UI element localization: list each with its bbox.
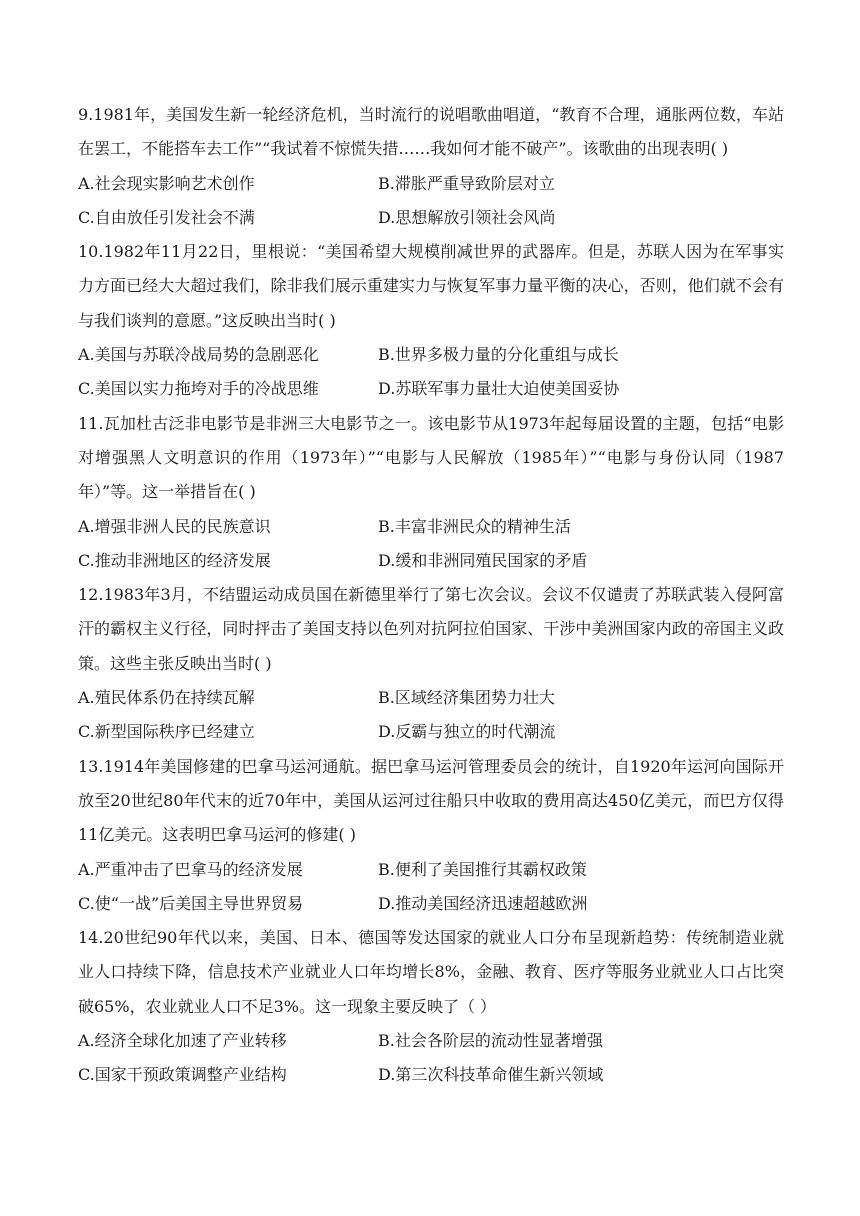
option-b: B.丰富非洲民众的精神生活 xyxy=(378,516,571,536)
option-grid xyxy=(78,338,784,407)
option-grid xyxy=(78,681,784,750)
option-grid xyxy=(78,1024,784,1093)
question-12 xyxy=(78,578,784,749)
option-a: A.殖民体系仍在持续瓦解 xyxy=(78,688,255,708)
option-c: C.推动非洲地区的经济发展 xyxy=(78,550,271,570)
option-c: C.自由放任引发社会不满 xyxy=(78,207,255,227)
option-b: B.社会各阶层的流动性显著增强 xyxy=(378,1031,603,1051)
option-c: C.新型国际秩序已经建立 xyxy=(78,722,255,742)
option-d: D.第三次科技革命催生新兴领域 xyxy=(378,1065,604,1085)
exam-page xyxy=(78,98,784,1093)
option-b: B.区域经济集团势力壮大 xyxy=(378,688,555,708)
option-b: B.滞胀严重导致阶层对立 xyxy=(378,173,555,193)
question-11 xyxy=(78,407,784,578)
option-a: A.增强非洲人民的民族意识 xyxy=(78,516,271,536)
question-10 xyxy=(78,235,784,406)
option-grid xyxy=(78,510,784,579)
question-stem: 12.1983年3月，不结盟运动成员国在新德里举行了第七次会议。会议不仅谴责了苏联武装入侵阿富汗的霸权主义行径，同时抨击了美国支持以色列对抗阿拉伯国家、干涉中美洲国家内政的帝国主义政策。这些主张反映出当时( ) xyxy=(78,585,784,673)
option-c: C.美国以实力拖垮对手的冷战思维 xyxy=(78,379,319,399)
option-d: D.缓和非洲同殖民国家的矛盾 xyxy=(378,550,588,570)
option-grid xyxy=(78,853,784,922)
option-d: D.反霸与独立的时代潮流 xyxy=(378,722,556,742)
option-c: C.使“一战”后美国主导世界贸易 xyxy=(78,893,304,913)
option-c: C.国家干预政策调整产业结构 xyxy=(78,1065,287,1085)
question-stem: 14.20世纪90年代以来，美国、日本、德国等发达国家的就业人口分布呈现新趋势：传统制造业就业人口持续下降，信息技术产业就业人口年均增长8%，金融、教育、医疗等服务业就业人口占比突破65%，农业就业人口不足3%。这一现象主要反映了（ ） xyxy=(78,928,784,1016)
option-a: A.社会现实影响艺术创作 xyxy=(78,173,255,193)
option-d: D.苏联军事力量壮大迫使美国妥协 xyxy=(378,379,620,399)
option-d: D.推动美国经济迅速超越欧洲 xyxy=(378,893,588,913)
option-a: A.严重冲击了巴拿马的经济发展 xyxy=(78,859,303,879)
question-9 xyxy=(78,98,784,235)
question-stem: 11.瓦加杜古泛非电影节是非洲三大电影节之一。该电影节从1973年起每届设置的主题，包括“电影对增强黑人文明意识的作用（1973年）”“电影与人民解放（1985年）”“电影与身份认同（1987年）”等。这一举措旨在( ) xyxy=(78,413,784,502)
question-stem: 9.1981年，美国发生新一轮经济危机，当时流行的说唱歌曲唱道，“教育不合理，通胀两位数，车站在罢工，不能搭车去工作”“我试着不惊慌失措……我如何才能不破产”。该歌曲的出现表明( ) xyxy=(78,105,784,159)
question-14 xyxy=(78,921,784,1092)
option-a: A.美国与苏联冷战局势的急剧恶化 xyxy=(78,345,319,365)
question-stem: 13.1914年美国修建的巴拿马运河通航。据巴拿马运河管理委员会的统计，自1920年运河向国际开放至20世纪80年代末的近70年中，美国从运河过往船只中收取的费用高达450亿美元，而巴方仅得11亿美元。这表明巴拿马运河的修建( ) xyxy=(78,756,784,845)
option-b: B.世界多极力量的分化重组与成长 xyxy=(378,345,619,365)
question-13 xyxy=(78,750,784,921)
option-a: A.经济全球化加速了产业转移 xyxy=(78,1031,287,1051)
option-d: D.思想解放引领社会风尚 xyxy=(378,207,556,227)
question-stem: 10.1982年11月22日，里根说：“美国希望大规模削减世界的武器库。但是，苏联人因为在军事实力方面已经大大超过我们，除非我们展示重建实力与恢复军事力量平衡的决心，否则，他们就不会有与我们谈判的意愿。”这反映出当时( ) xyxy=(78,242,784,330)
option-b: B.便利了美国推行其霸权政策 xyxy=(378,859,587,879)
option-grid xyxy=(78,167,784,236)
